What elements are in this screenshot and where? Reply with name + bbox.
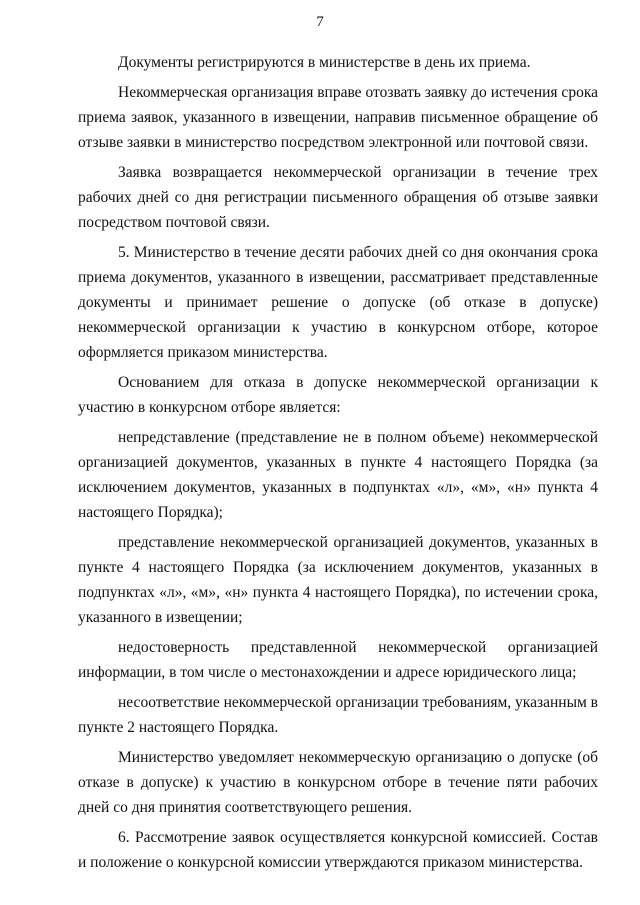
paragraph-item-5: 5. Министерство в течение десяти рабочих дней со дня окончания срока приема документов, указанного в извещении, рассматривает представленные документы и принимает решение о допуске (об отказе в допуске) некоммерческой организации к участию в конкурсном отборе, которое оформляется приказом министерства.: [78, 244, 598, 361]
paragraph-registration: Документы регистрируются в министерстве в день их приема.: [118, 54, 531, 71]
paragraph-return: Заявка возвращается некоммерческой организации в течение трех рабочих дней со дня регистрации письменного обращения об отзыве заявки посредством почтовой связи.: [78, 164, 598, 231]
paragraph-ground-nonsubmission: непредставление (представление не в полном объеме) некоммерческой организацией документов, указанных в пункте 4 настоящего Порядка (за исключением документов, указанных в подпунктах «л», «м», «н» пункта 4 настоящего Порядка);: [78, 429, 598, 521]
paragraph-ground-nonconformity: несоответствие некоммерческой организации требованиям, указанным в пункте 2 настоящего Порядка.: [78, 694, 598, 736]
paragraph-withdrawal: Некоммерческая организация вправе отозвать заявку до истечения срока приема заявок, указанного в извещении, направив письменное обращение об отзыве заявки в министерство посредством электронной или почтовой связи.: [78, 84, 598, 151]
document-body: [78, 50, 598, 880]
paragraph-ground-inaccuracy: недостоверность представленной некоммерческой организацией информации, в том числе о местонахождении и адресе юридического лица;: [78, 639, 598, 681]
paragraph-item-6: 6. Рассмотрение заявок осуществляется конкурсной комиссией. Состав и положение о конкурсной комиссии утверждаются приказом министерства.: [78, 829, 598, 871]
paragraph-refusal-grounds: Основанием для отказа в допуске некоммерческой организации к участию в конкурсном отборе является:: [78, 374, 598, 416]
paragraph-ground-late-submission: представление некоммерческой организацией документов, указанных в пункте 4 настоящего Порядка (за исключением документов, указанных в подпунктах «л», «м», «н» пункта 4 настоящего Порядка), по истечении срока, указанного в извещении;: [78, 534, 598, 626]
page-number: 7: [316, 14, 324, 30]
paragraph-notification: Министерство уведомляет некоммерческую организацию о допуске (об отказе в допуске) к участию в конкурсном отборе в течение пяти рабочих дней со дня принятия соответствующего решения.: [78, 749, 598, 816]
